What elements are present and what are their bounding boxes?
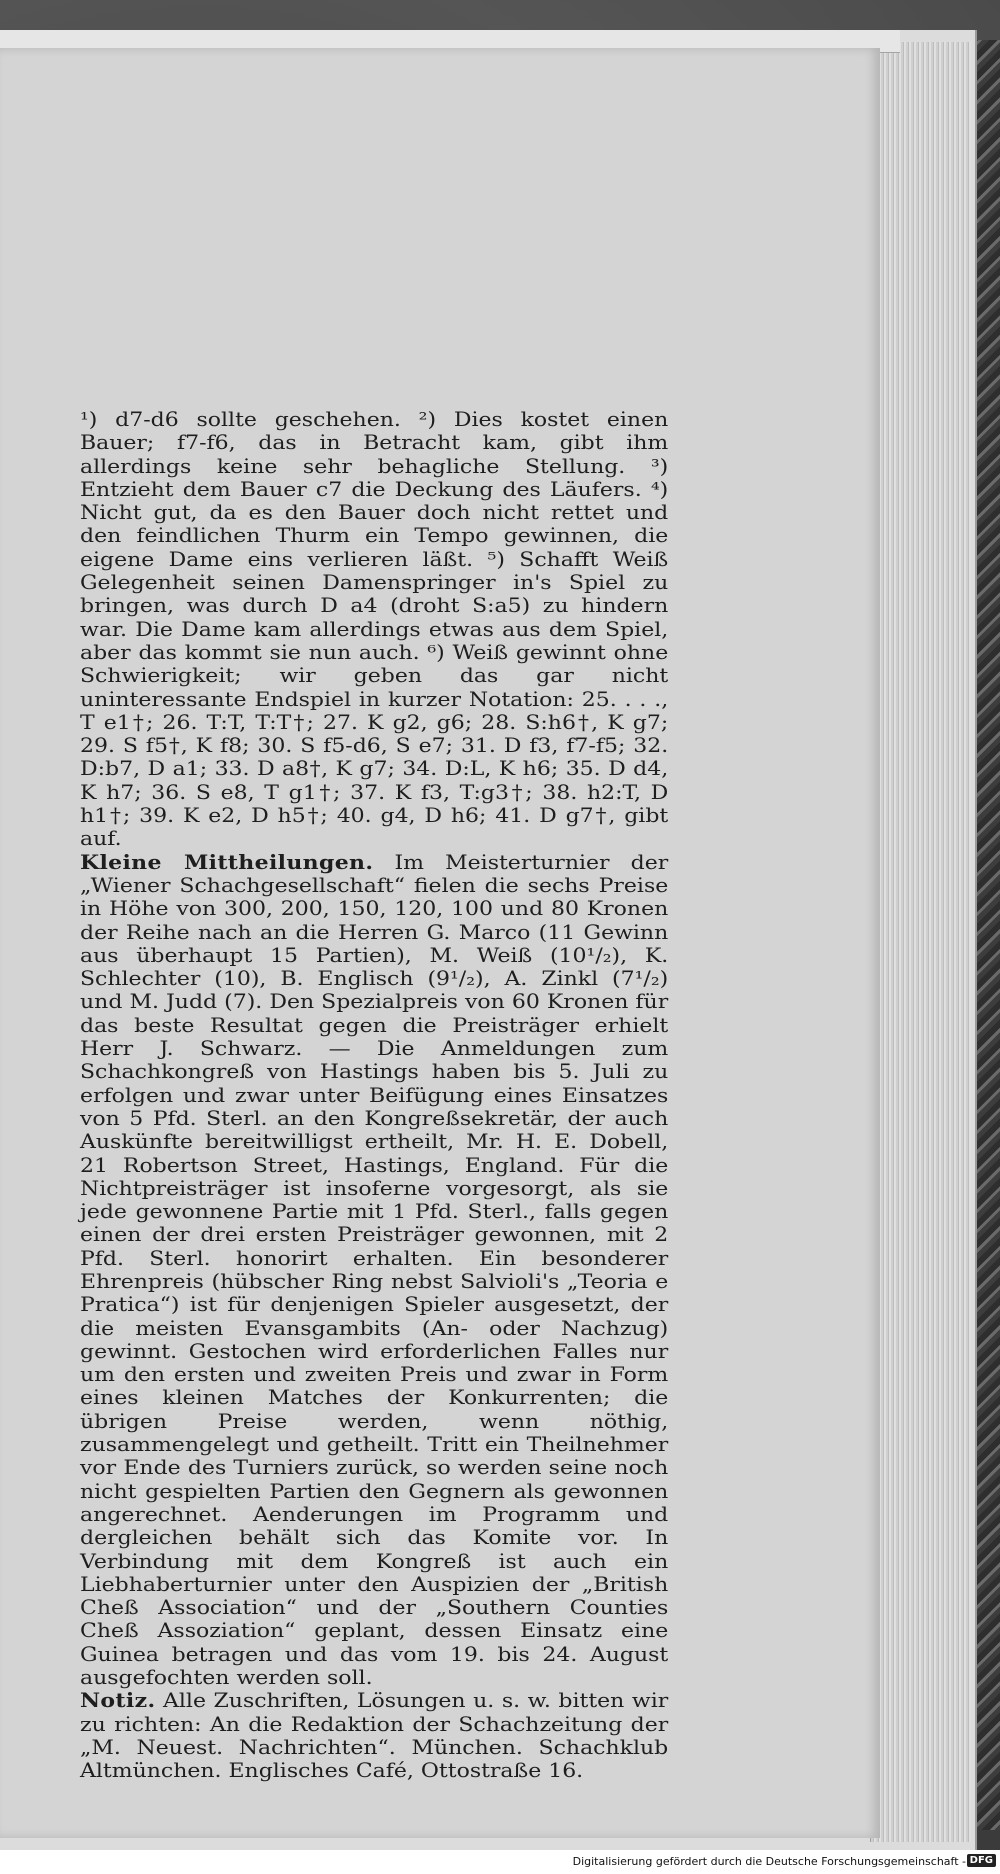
- footer-credit: Digitalisierung gefördert durch die Deutsche Forschungsgemeinschaft -: [572, 1855, 966, 1868]
- notiz-heading: Notiz.: [80, 1689, 156, 1713]
- kleine-mittheilungen-body: Im Meisterturnier der „Wiener Schachgesellschaft“ fielen die sechs Preise in Höhe von 300, 200, 150, 120, 100 und 80 Kronen der Reihe nach an die Herren G. Marco (11 Gewinn aus überhaupt 15 Partien), M. Weiß (10¹/₂), K. Schlechter (10), B. Englisch (9¹/₂), A. Zinkl (7¹/₂) und M. Judd (7). Den Spezialpreis von 60 Kronen für das beste Resultat gegen die Preisträger erhielt Herr J. Schwarz. — Die Anmeldungen zum Schachkongreß von Hastings haben bis 5. Juli zu erfolgen und zwar unter Beifügung eines Einsatzes von 5 Pfd. Sterl. an den Kongreßsekretär, der auch Auskünfte bereitwilligst ertheilt, Mr. H. E. Dobell, 21 Robertson Street, Hastings, England. Für die Nichtpreisträger ist insoferne vorgesorgt, als sie jede gewonnene Partie mit 1 Pfd. Sterl., falls gegen einen der drei ersten Preisträger gewonnen, mit 2 Pfd. Sterl. honorirt erhalten. Ein besonderer Ehrenpreis (hübscher Ring nebst Salvioli's „Teoria e Pratica“) ist für denjenigen Spieler ausgesetzt, der die meisten Evansgambits (An- oder Nachzug) gewinnt. Gestochen wird erforderlichen Falles nur um den ersten und zweiten Preis und zwar in Form eines kleinen Matches der Konkurrenten; die übrigen Preise werden, wenn nöthig, zusammengelegt und getheilt. Tritt ein Theilnehmer vor Ende des Turniers zurück, so werden seine noch nicht gespielten Partien den Gegnern als gewonnen angerechnet. Aenderungen im Programm und dergleichen behält sich das Komite vor. In Verbindung mit dem Kongreß ist auch ein Liebhaberturnier unter den Auspizien der „British Cheß Association“ und der „Southern Counties Cheß Assoziation“ geplant, dessen Einsatz eine Guinea betragen und das vom 19. bis 24. August ausgefochten werden soll.: [80, 850, 669, 1690]
- notiz-paragraph: [80, 1689, 668, 1782]
- dfg-logo: DFG: [967, 1854, 996, 1867]
- notiz-body: Alle Zuschriften, Lösungen u. s. w. bitten wir zu richten: An die Redaktion der Schachzeitung der „M. Neuest. Nachrichten“. München. Schachklub Altmünchen. Englisches Café, Ottostraße 16.: [80, 1689, 669, 1783]
- kleine-mittheilungen-heading: Kleine Mittheilungen.: [80, 850, 374, 874]
- page-edges: [870, 42, 971, 1842]
- annotation-notes: ¹) d7-d6 sollte geschehen. ²) Dies kostet einen Bauer; f7-f6, das in Betracht kam, gibt ihm allerdings keine sehr behagliche Stellung. ³) Entzieht dem Bauer c7 die Deckung des Läufers. ⁴) Nicht gut, da es den Bauer doch nicht rettet und den feindlichen Thurm ein Tempo gewinnen, die eigene Dame eins verlieren läßt. ⁵) Schafft Weiß Gelegenheit seinen Damenspringer in's Spiel zu bringen, was durch D a4 (droht S:a5) zu hindern war. Die Dame kam allerdings etwas aus dem Spiel, aber das kommt sie nun auch. ⁶) Weiß gewinnt ohne Schwierigkeit; wir geben das gar nicht uninteressante Endspiel in kurzer Notation: 25. . . ., T e1†; 26. T:T, T:T†; 27. K g2, g6; 28. S:h6†, K g7; 29. S f5†, K f8; 30. S f5-d6, S e7; 31. D f3, f7-f5; 32. D:b7, D a1; 33. D a8†, K g7; 34. D:L, K h6; 35. D d4, K h7; 36. S e8, T g1†; 37. K f3, T:g3†; 38. h2:T, D h1†; 39. K e2, D h5†; 40. g4, D h6; 41. D g7†, gibt auf.: [80, 408, 669, 851]
- page-text: [80, 408, 668, 1783]
- kleine-mittheilungen-paragraph: [80, 851, 668, 1690]
